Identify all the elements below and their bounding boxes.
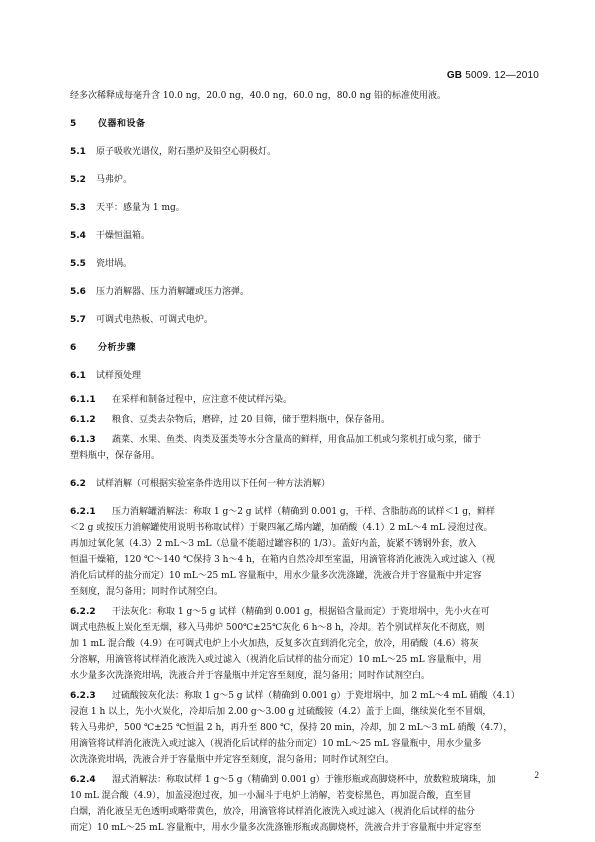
section-6-heading [70,340,540,356]
list-item: 5.1 原子吸收光谱仪，附石墨炉及铅空心阴极灯。 [70,147,277,157]
subsection-6-2-heading: 6.2 试样消解（可根据实验室条件选用以下任何一种方法消解） [70,479,331,489]
standard-code [447,70,539,81]
page-number: 2 [534,770,539,780]
list-item: 5.5 瓷坩埚。 [70,259,133,269]
list-item: 5.4 干燥恒温箱。 [70,231,151,241]
paragraph-6-1-3: 6.1.3 蔬菜、水果、鱼类、肉类及蛋类等水分含量高的鲜样，用食品加工机或匀浆机打成匀浆，储于 塑料瓶中，保存备用。 [70,435,482,461]
paragraph-6-2-1: 6.2.1 压力消解罐消解法：称取 1 g～2 g 试样（精确到 0.001 g，干样、含脂肪高的试样＜1 g，鲜样 ＜2 g 或按压力消解罐使用说明书称取试样）于聚四氟乙烯内罐，加硝酸（4.1）2 mL～4 mL 浸泡过夜。 再加过氧化氢（4.3）2 mL～3 mL（总量不能超过罐容积的 1/3）。盖好内盖，旋紧不锈钢外套，放入 恒温干燥箱，120 ℃～140 ℃保持 3 h～4 h，在箱内自然冷却至室温，用滴管将消化液洗入或过滤入（视 消化后试样的盐分而定）10 mL～25 mL 容量瓶中，用水少量多次洗涤罐，洗液合并于容量瓶中并定容 至刻度，混匀备用；同时作试剂空白。 [70,507,496,597]
section-title: 仪器和设备 [98,119,146,129]
list-item: 5.2 马弗炉。 [70,175,133,185]
section-number: 5 [70,119,77,129]
standard-number: 5009. 12—2010 [465,70,539,81]
paragraph-6-2-2: 6.2.2 干法灰化：称取 1 g～5 g 试样（精确到 0.001 g，根据铅含量而定）于瓷坩埚中，先小火在可 调式电热板上炭化至无烟，移入马弗炉 500℃±25℃灰化 6 h～8 h，冷却。若个别试样灰化不彻底，则 加 1 mL 混合酸（4.9）在可调式电炉上小火加热，反复多次直到消化完全，放冷，用硝酸（4.6）将灰 分溶解，用滴管将试样消化液洗入或过滤入（视消化后试样的盐分而定）10 mL～25 mL 容量瓶中，用 水少量多次洗涤瓷坩埚，洗液合并于容量瓶中并定容至刻度，混匀备用；同时作试剂空白。 [70,607,490,681]
list-item: 6.1.2 粮食、豆类去杂物后，磨碎，过 20 目筛，储于塑料瓶中，保存备用。 [70,415,391,425]
list-item: 5.7 可调式电热板、可调式电炉。 [70,315,214,325]
standard-prefix: GB [446,70,463,81]
section-5-heading [70,116,540,132]
section-title: 分析步骤 [98,343,137,353]
paragraph-6-2-4: 6.2.4 湿式消解法：称取试样 1 g～5 g（精确到 0.001 g）于锥形瓶或高脚烧杯中，放数粒玻璃珠，加 10 mL 混合酸（4.9），加盖浸泡过夜，加一小漏斗于电炉上消解，若变棕黑色，再加混合酸，直至冒 白烟，消化液呈无色透明或略带黄色，放冷，用滴管将试样消化液洗入或过滤入（视消化后试样的盐分 而定）10 mL～25 mL 容量瓶中，用水少量多次洗涤锥形瓶或高脚烧杯，洗液合并于容量瓶中并定容至 [70,775,496,833]
list-item: 6.1.1 在采样和制备过程中，应注意不使试样污染。 [70,395,293,405]
subsection-6-1-heading: 6.1 试样预处理 [70,371,142,381]
list-item: 5.3 天平：感量为 1 mg。 [70,203,185,213]
intro-line: 经多次稀释成每毫升含 10.0 ng，20.0 ng，40.0 ng，60.0 ng，80.0 ng 铅的标准使用液。 [70,91,447,101]
paragraph-6-2-3: 6.2.3 过硫酸铵灰化法：称取 1 g～5 g 试样（精确到 0.001 g）于瓷坩埚中，加 2 mL～4 mL 硝酸（4.1） 浸泡 1 h 以上，先小火炭化，冷却后加 2.00 g～3.00 g 过硫酸铵（4.2）盖于上面，继续炭化至不冒烟， 转入马弗炉，500 ℃±25 ℃恒温 2 h，再升至 800 ℃，保持 20 min，冷却，加 2 mL～3 mL 硝酸（4.7）， 用滴管将试样消化液洗入或过滤入（视消化后试样的盐分而定）10 mL～25 mL 容量瓶中，用水少量多 次洗涤瓷坩埚，洗液合并于容量瓶中并定容至刻度，混匀备用；同时作试剂空白。 [70,691,520,765]
list-item: 5.6 压力消解器、压力消解罐或压力溶弹。 [70,287,250,297]
document-body [70,88,540,836]
section-number: 6 [70,343,77,353]
